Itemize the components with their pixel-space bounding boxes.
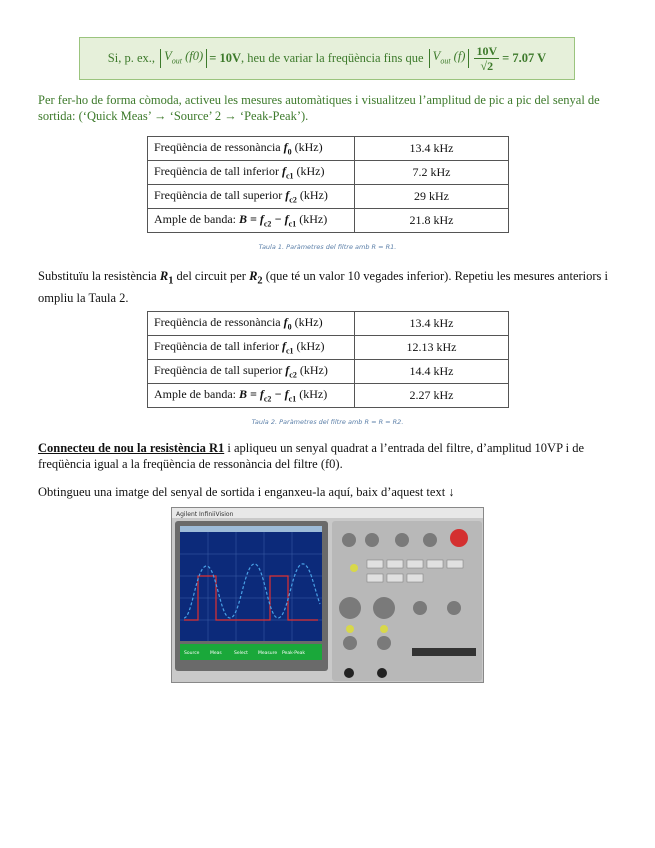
- table-row: [148, 336, 509, 360]
- softkey-2: Meas: [210, 651, 222, 656]
- row-value: 2.27 kHz: [355, 384, 509, 408]
- table-row: [148, 384, 509, 408]
- formula-middle: , heu de variar la freqüència fins que: [240, 51, 424, 65]
- scope-title: Agilent InfiniiVision: [176, 511, 234, 518]
- power-button-icon: [450, 529, 468, 547]
- row-value: 21.8 kHz: [355, 209, 509, 233]
- row-label: Ample de banda: $B = f_{c2} - f_{c1}$ (kHz): [148, 384, 355, 408]
- table-2-caption: Taula 2. Paràmetres del filtre amb R = R = R2.: [251, 418, 404, 426]
- vout-f-abs: $V_{out}$ (f): [429, 49, 470, 69]
- image-paragraph: Obtingueu una imatge del senyal de sortida i enganxeu-la aquí, baix d’aquest text ↓: [38, 485, 455, 499]
- formula-fraction: $\frac{10V}{√2}$: [476, 43, 498, 73]
- row-value: 12.13 kHz: [355, 336, 509, 360]
- softkey-5: Peak-Peak: [282, 651, 305, 656]
- row-value: 14.4 kHz: [355, 360, 509, 384]
- row-label: Freqüència de tall superior $f_{c2}$ (kHz): [148, 185, 355, 209]
- row-value: 13.4 kHz: [355, 137, 509, 161]
- formula-eq1: = 10V: [209, 51, 241, 65]
- vout-f0-abs: $V_{out}$ (f0): [160, 49, 207, 69]
- row-value: 13.4 kHz: [355, 312, 509, 336]
- softkey-4: Measure: [258, 651, 278, 656]
- row-label: Freqüència de tall superior $f_{c2}$ (kHz): [148, 360, 355, 384]
- connect-paragraph: Connecteu de nou la resistència R1 i apliqueu un senyal quadrat a l’entrada del filtre, d’amplitud 10VP i de freqüència igual a la freqüència de ressonància del filtre (f0).: [38, 441, 585, 471]
- row-label: Freqüència de tall inferior $f_{c1}$ (kHz): [148, 161, 355, 185]
- table-1: [147, 136, 509, 233]
- row-label: Freqüència de tall inferior $f_{c1}$ (kHz): [148, 336, 355, 360]
- row-label: Freqüència de ressonància $f_0$ (kHz): [148, 312, 355, 336]
- table-row: [148, 209, 509, 233]
- table-row: [148, 360, 509, 384]
- formula-prefix: Si, p. ex.,: [107, 51, 156, 65]
- row-label: Ample de banda: $B = f_{c2} - f_{c1}$ (kHz): [148, 209, 355, 233]
- table-row: [148, 161, 509, 185]
- oscilloscope-image: [171, 507, 484, 683]
- row-value: 7.2 kHz: [355, 161, 509, 185]
- instructions-paragraph: Per fer-ho de forma còmoda, activeu les mesures automàtiques i visualitzeu l’amplitud de pic a pic del senyal de sortida: (‘Quick Meas’ → ‘Source’ 2 → ‘Peak-Peak’).: [38, 93, 600, 123]
- table-row: [148, 312, 509, 336]
- table-row: [148, 185, 509, 209]
- oscilloscope-drawing: [172, 508, 484, 683]
- table-row: [148, 137, 509, 161]
- softkey-3: Select: [234, 651, 248, 656]
- table-1-caption: Taula 1. Paràmetres del filtre amb R = R1.: [258, 243, 397, 251]
- formula-box: [79, 37, 575, 80]
- substitute-paragraph: Substituïu la resistència $R_1$ del circuit per $R_2$ (que té un valor 10 vegades inferior). Repetiu les mesures anteriors i ompliu la Taula 2.: [38, 269, 608, 305]
- row-value: 29 kHz: [355, 185, 509, 209]
- table-2: [147, 311, 509, 408]
- softkey-1: Source: [184, 651, 200, 656]
- formula-result: = 7.07 V: [502, 51, 547, 65]
- row-label: Freqüència de ressonància $f_0$ (kHz): [148, 137, 355, 161]
